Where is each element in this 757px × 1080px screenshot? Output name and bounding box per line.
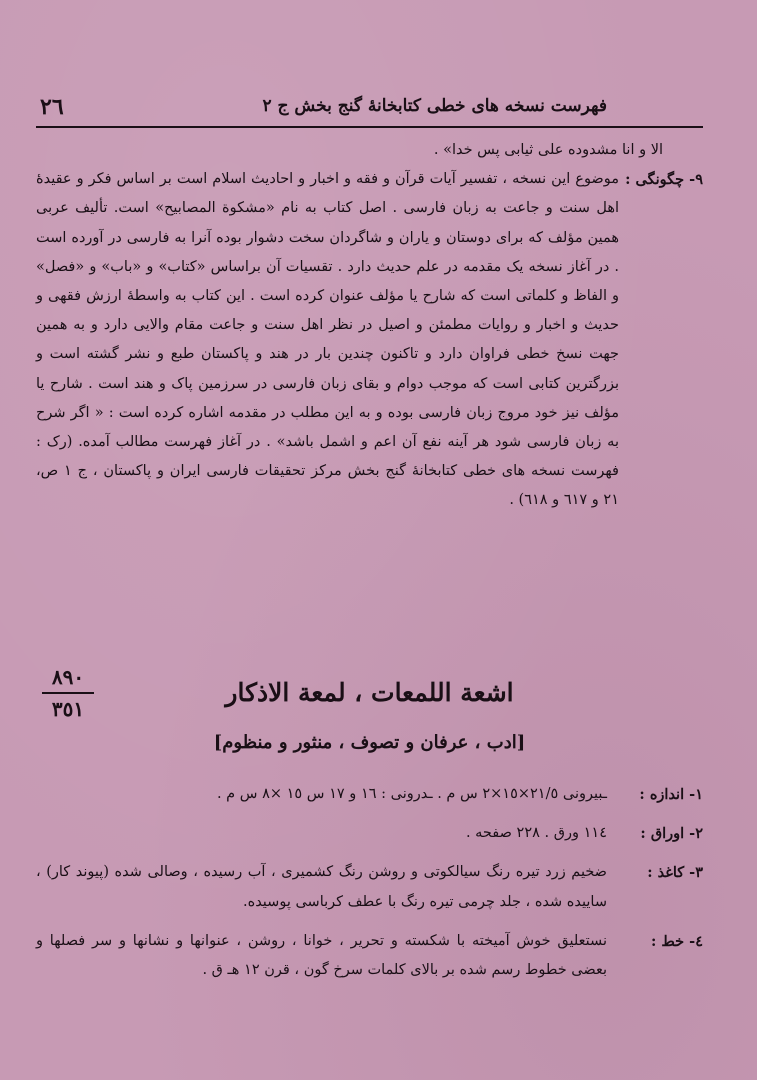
field-script-label: ٤- خط : xyxy=(651,932,703,950)
entry-description-text: موضوع این نسخه ، تفسیر آیات قرآن و فقه و اخبار و احادیث اسلام است بر اساس فکر و عقیدهٔ اهل سنت و جاعت به زبان فارسی . اصل کتاب به نام «مشکوة المصابیح» است. تألیف عربی همین مؤلف که برای دوستان و یاران و شاگردان سخت دشوار بوده آنرا به فارسی در آورده است . در آغاز نسخه یک مقدمه در علم حدیث دارد . تقسیات آن براساس «کتاب» و «باب» و «فصل» و الفاظ و کلماتی است که شارح یا مؤلف عنوان کرده است . این کتاب به واسطهٔ ارزش فقهی و حدیث و اخبار و روایات مطمئن و اصیل در نظر اهل سنت و جاعت مقام والایی دارد و به همین جهت نسخ خطی فراوان دارد و تاکنون چندین بار در هند و پاکستان طبع و نشر گشته است و بزرگترین کتابی است که موجب دوام و بقای زبان فارسی در سرزمین پاک و هند است . شارح یا مؤلف نیز خود مروج زبان فارسی بوده و به این مطلب در مقدمه اشاره کرده است : « اگر شرح به زبان فارسی شود هر آینه نفع آن اعم و اشمل باشد» . در آغاز فهرست مطالب آمده. (رک : فهرست نسخه های خطی کتابخانهٔ گنج بخش مرکز تحقیقات فارسی ایران و پاکستان ، ج ١ ص، ٢١ و ٦١٧ و ٦١٨) . xyxy=(36,171,619,509)
field-paper-label: ٣- کاغذ : xyxy=(647,864,703,882)
catalog-number-bottom: ٣٥١ xyxy=(51,697,85,721)
field-script-text: نستعلیق خوش آمیخته با شکسته و تحریر ، خوانا ، روشن ، عنوانها و نشانها و سر فصلها و بعضی خطوط رسم شده بر بالای کلمات سرخ گون ، قرن ١٢ هـ ق . xyxy=(36,932,607,979)
field-paper-text: ضخیم زرد تیره رنگ سیالکوتی و روشن رنگ کشمیری ، آب رسیده ، وصالی شده (پیوند کار) ، ساییده شده ، جلد چرمی تیره رنگ با عطف کرباسی پوسیده. xyxy=(36,864,607,910)
running-title: فهرست نسخه های خطی کتابخانهٔ گنج بخش ج ٢ xyxy=(262,96,607,116)
carry-over-line: الا و انا مشدوده علی ثیابی پس خدا» . xyxy=(433,142,663,158)
field-size-label: ١- اندازه : xyxy=(639,786,703,803)
catalog-number-top: ٨٩٠ xyxy=(42,664,94,694)
field-size xyxy=(36,780,703,809)
entry-description-label: ٩- چگونگی : xyxy=(625,171,703,189)
document-page xyxy=(36,92,703,1052)
running-header xyxy=(36,92,703,128)
field-leaves-label: ٢- اوراق : xyxy=(640,825,703,843)
work-subtitle: [ادب ، عرفان و تصوف ، منثور و منظوم] xyxy=(213,732,526,753)
field-paper xyxy=(36,858,703,916)
field-script xyxy=(36,927,703,985)
work-title: اشعة اللمعات ، لمعة الاذكار xyxy=(225,678,514,707)
field-leaves-text: ١١٤ ورق . ٢٢٨ صفحه . xyxy=(465,825,607,842)
entry-description xyxy=(36,165,703,515)
record-fields xyxy=(36,780,703,995)
field-size-text: ـبیرونی ٢١/٥×١٥×٢ س م . ـدرونی : ١٦ و ١٧ س ١٥ ×٨ س م . xyxy=(216,786,607,802)
field-leaves xyxy=(36,819,703,848)
page-number: ٢٦ xyxy=(40,94,64,120)
